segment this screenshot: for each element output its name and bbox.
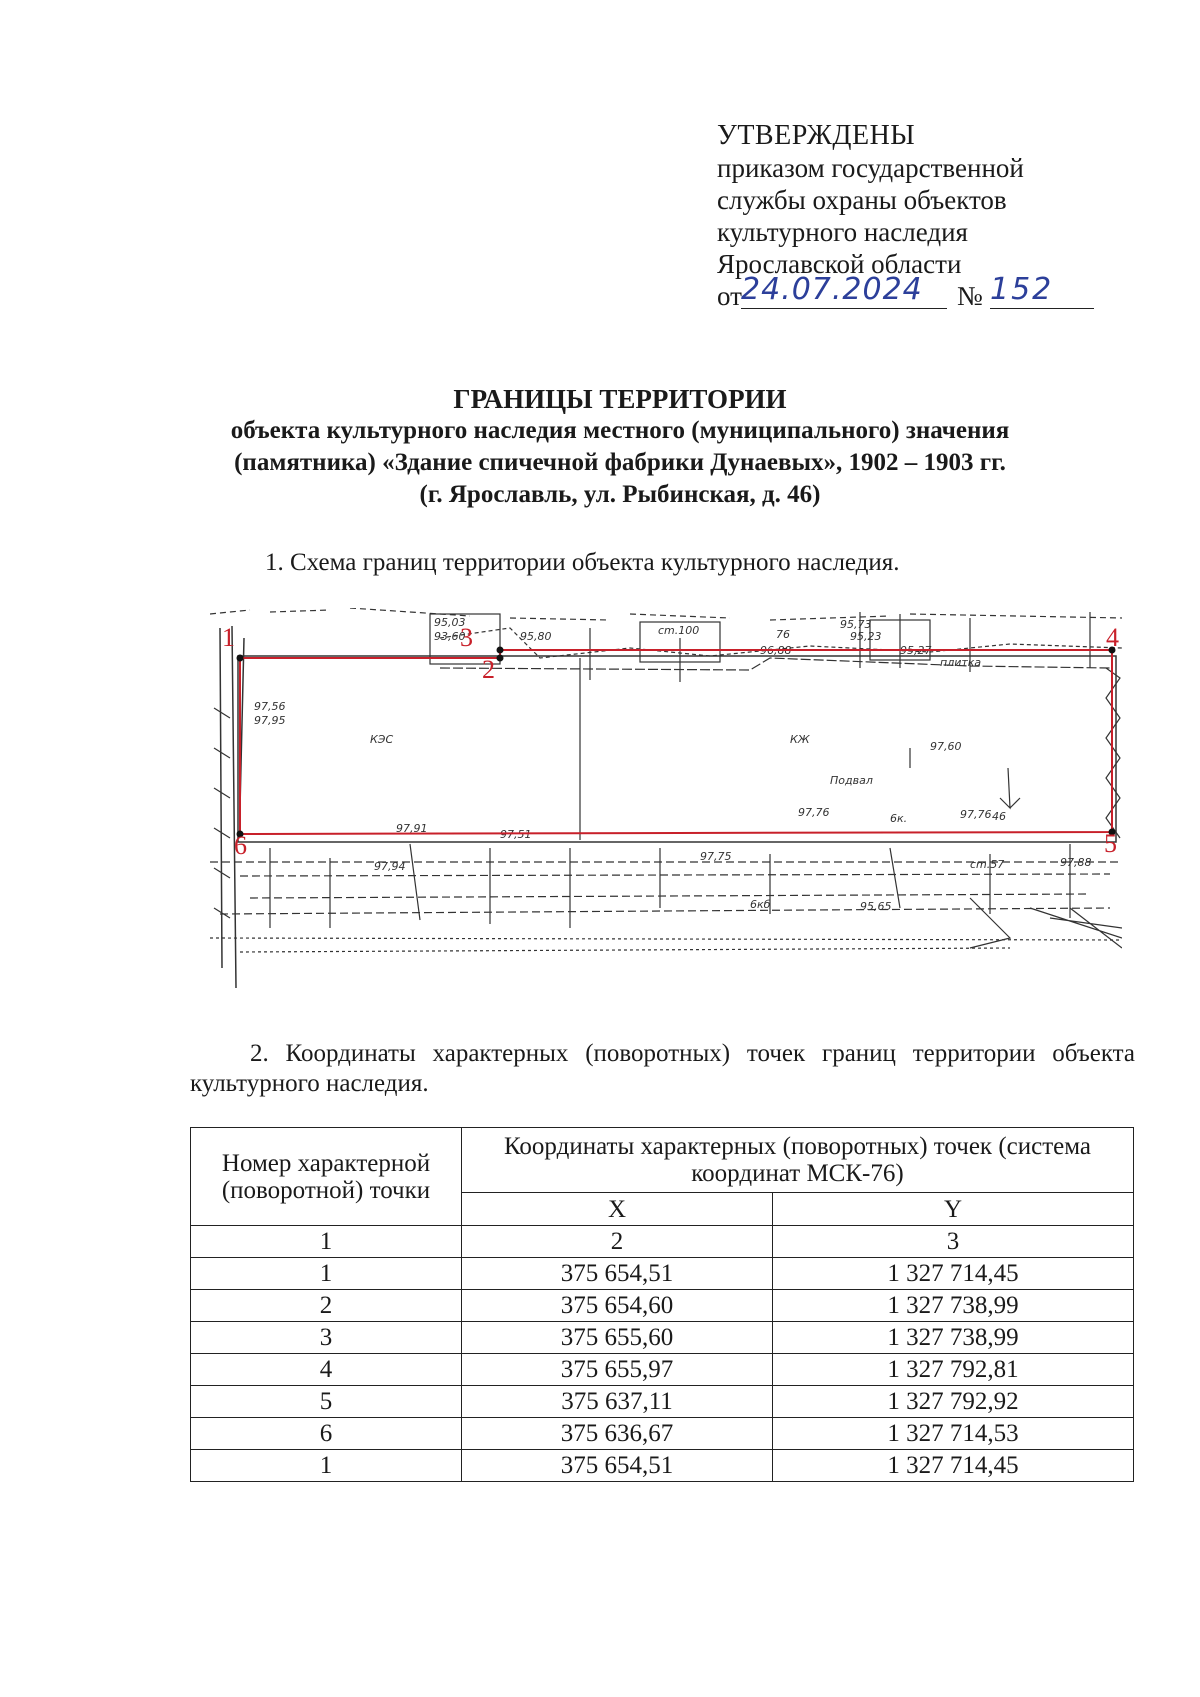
map-label: 97,94 xyxy=(374,860,406,873)
map-label: 96,88 xyxy=(760,644,792,657)
column-header-y: Y xyxy=(773,1193,1134,1226)
coordinates-table xyxy=(190,1127,1134,1482)
approval-heading: УТВЕРЖДЕНЫ xyxy=(717,120,916,151)
point-label-2: 2 xyxy=(482,655,495,684)
map-label: 95,27 xyxy=(900,644,932,657)
section-2-heading: 2. Координаты характерных (поворотных) точек границ территории объекта культурного наследия. xyxy=(190,1040,1135,1097)
table-cell: 375 654,60 xyxy=(462,1290,773,1322)
number-prefix: № xyxy=(957,281,983,311)
map-label: 97,88 xyxy=(1060,856,1092,869)
point-label-4: 4 xyxy=(1106,623,1119,652)
table-cell: 6 xyxy=(191,1418,462,1450)
map-label: КЖ xyxy=(790,733,810,746)
approval-line: приказом государственной xyxy=(717,153,1024,183)
map-label: 97,76 xyxy=(960,808,992,821)
map-label: Подвал xyxy=(830,774,873,787)
title-line: (г. Ярославль, ул. Рыбинская, д. 46) xyxy=(419,481,821,508)
table-cell: 1 xyxy=(191,1258,462,1290)
section-1-heading: 1. Схема границ территории объекта культурного наследия. xyxy=(265,549,900,576)
map-label: 97,95 xyxy=(254,714,286,727)
table-cell: 375 654,51 xyxy=(462,1258,773,1290)
handwritten-date: 24.07.2024 xyxy=(741,272,947,309)
title-line: (памятника) «Здание спичечной фабрики Дунаевых», 1902 – 1903 гг. xyxy=(234,449,1006,476)
map-label: 95,73 xyxy=(840,618,872,631)
table-cell: 2 xyxy=(462,1226,773,1258)
table-index-row xyxy=(191,1226,1134,1258)
table-cell: 375 654,51 xyxy=(462,1450,773,1482)
table-row xyxy=(191,1450,1134,1482)
approval-line: культурного наследия xyxy=(717,217,968,247)
table-row xyxy=(191,1354,1134,1386)
map-label: 46 xyxy=(992,810,1006,823)
map-label: 97,75 xyxy=(700,850,732,863)
column-header-x: X xyxy=(462,1193,773,1226)
title-line: ГРАНИЦЫ ТЕРРИТОРИИ xyxy=(453,384,787,414)
table-cell: 1 xyxy=(191,1450,462,1482)
table-cell: 375 655,60 xyxy=(462,1322,773,1354)
table-cell: 1 327 714,45 xyxy=(773,1450,1134,1482)
table-row xyxy=(191,1418,1134,1450)
map-label: 97,51 xyxy=(500,828,532,841)
boundary-point-3 xyxy=(497,647,504,654)
point-label-6: 6 xyxy=(234,831,247,860)
table-cell: 375 636,67 xyxy=(462,1418,773,1450)
approval-line: службы охраны объектов xyxy=(717,185,1007,215)
map-scan-labels xyxy=(254,616,1092,913)
table-header-row xyxy=(191,1128,1134,1193)
map-label: 6кб xyxy=(750,898,771,911)
table-cell: 5 xyxy=(191,1386,462,1418)
table-row xyxy=(191,1322,1134,1354)
map-label: 97,91 xyxy=(396,822,428,835)
table-cell: 1 327 792,81 xyxy=(773,1354,1134,1386)
point-label-5: 5 xyxy=(1104,829,1117,858)
map-label: 95,23 xyxy=(850,630,882,643)
boundary-point-2 xyxy=(497,655,504,662)
column-header-point-number: Номер характерной (поворотной) точки xyxy=(191,1128,462,1226)
point-label-3: 3 xyxy=(460,623,473,652)
document-title xyxy=(180,383,1060,511)
approval-date-line xyxy=(717,272,1117,316)
map-label: 93,60 xyxy=(434,630,466,643)
table-cell: 1 327 714,53 xyxy=(773,1418,1134,1450)
table-cell: 1 327 738,99 xyxy=(773,1290,1134,1322)
map-label: плитка xyxy=(940,656,982,669)
column-header-coordinates: Координаты характерных (поворотных) точек (система координат МСК-76) xyxy=(462,1128,1134,1193)
title-line: объекта культурного наследия местного (муниципального) значения xyxy=(230,417,1010,444)
table-cell: 2 xyxy=(191,1290,462,1322)
table-row xyxy=(191,1386,1134,1418)
table-cell: 3 xyxy=(191,1322,462,1354)
map-label: cm.57 xyxy=(970,858,1005,871)
map-scan-background xyxy=(210,608,1122,988)
boundary-scheme-map xyxy=(210,608,1122,1008)
point-label-1: 1 xyxy=(222,623,235,652)
table-row xyxy=(191,1290,1134,1322)
map-label: 95,65 xyxy=(860,900,892,913)
table-cell: 1 327 792,92 xyxy=(773,1386,1134,1418)
map-label: 97,56 xyxy=(254,700,286,713)
table-cell: 3 xyxy=(773,1226,1134,1258)
table-cell: 1 327 738,99 xyxy=(773,1322,1134,1354)
table-cell: 1 xyxy=(191,1226,462,1258)
table-cell: 375 637,11 xyxy=(462,1386,773,1418)
map-label: 97,60 xyxy=(930,740,962,753)
table-cell: 4 xyxy=(191,1354,462,1386)
date-prefix: от xyxy=(717,281,742,311)
table-cell: 375 655,97 xyxy=(462,1354,773,1386)
boundary-point-1 xyxy=(237,655,244,662)
handwritten-number: 152 xyxy=(990,272,1094,309)
map-label: cm.100 xyxy=(658,624,700,637)
map-label: 95,03 xyxy=(434,616,466,629)
map-label: КЭС xyxy=(370,733,394,746)
map-label: 97,76 xyxy=(798,806,830,819)
table-row xyxy=(191,1258,1134,1290)
map-label: 76 xyxy=(776,628,790,641)
map-label: 95,80 xyxy=(520,630,552,643)
approval-block xyxy=(717,120,1117,316)
map-label: 6к. xyxy=(890,812,908,825)
approval-line: Ярославской области xyxy=(717,249,962,279)
table-cell: 1 327 714,45 xyxy=(773,1258,1134,1290)
